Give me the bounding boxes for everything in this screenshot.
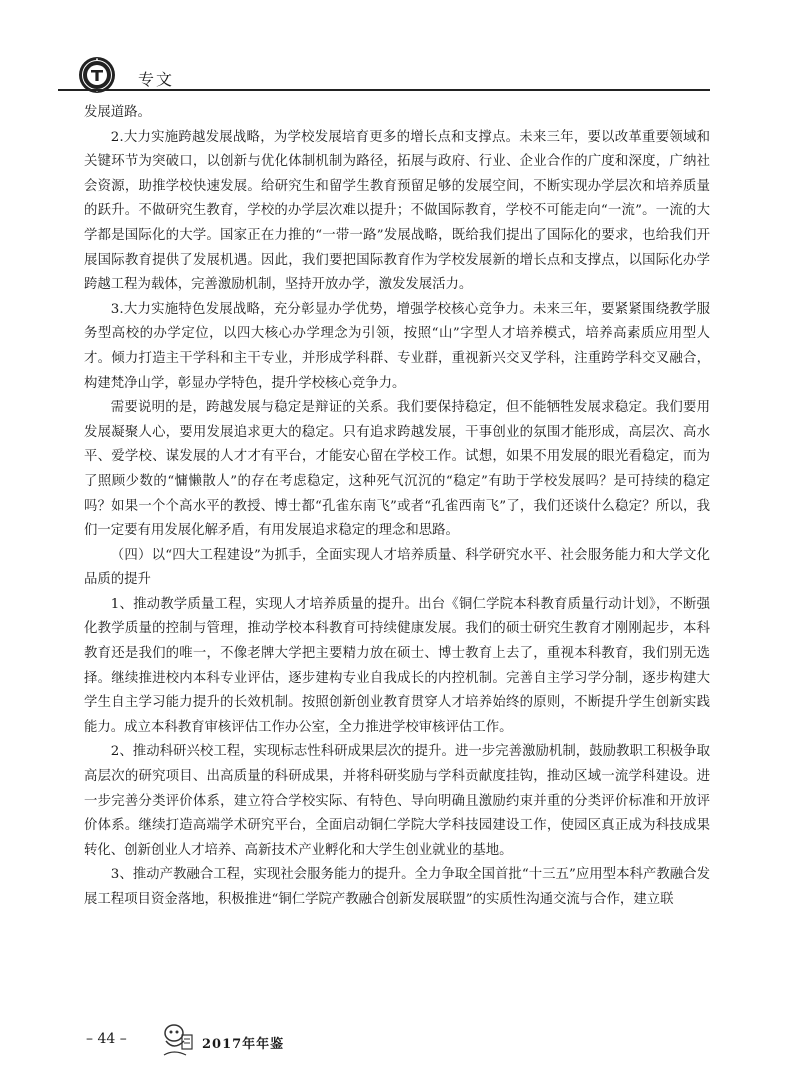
yearbook-title: 2017年年鉴 (202, 1037, 285, 1052)
paragraph: 2、推动科研兴校工程，实现标志性科研成果层次的提升。进一步完善激励机制，鼓励教职工积极争取高层次的研究项目、出高质量的科研成果，并将科研奖励与学科贡献度挂钩，推动区域一流学科建设。进一步完善分类评价体系，建立符合学校实际、有特色、导向明确且激励约束并重的分类评价标准和开放评价体系。继续打造高端学术研究平台，全面启动铜仁学院大学科技园建设工作，使园区真正成为科技成果转化、创新创业人才培养、高新技术产业孵化和大学生创业就业的基地。 (84, 744, 710, 858)
page-footer (86, 1021, 386, 1061)
paragraph: 1、推动教学质量工程，实现人才培养质量的提升。出台《铜仁学院本科教育质量行动计划》，不断强化教学质量的控制与管理，推动学校本科教育可持续健康发展。我们的硕士研究生教育才刚刚起步，本科教育还是我们的唯一，不像老牌大学把主要精力放在硕士、博士教育上去了，重视本科教育，我们别无选择。继续推进校内本科专业评估，逐步建构专业自我成长的内控机制。完善自主学习学分制，逐步构建大学生自主学习能力提升的长效机制。按照创新创业教育贯穿人才培养始终的原则，不断提升学生创新实践能力。成立本科教育审核评估工作办公室，全力推进学校审核评估工作。 (84, 596, 710, 735)
article-body (84, 101, 710, 913)
paragraph: 3、推动产教融合工程，实现社会服务能力的提升。全力争取全国首批“十三五”应用型本科产教融合发展工程项目资金落地，积极推进“铜仁学院产教融合创新发展联盟”的实质性沟通交流与合作，建立联 (84, 867, 710, 907)
paragraph: 需要说明的是，跨越发展与稳定是辩证的关系。我们要保持稳定，但不能牺牲发展求稳定。我们要用发展凝聚人心，要用发展追求更大的稳定。只有追求跨越发展，干事创业的氛围才能形成，高层次、高水平、爱学校、谋发展的人才才有平台，才能安心留在学校工作。试想，如果不用发展的眼光看稳定，而为了照顾少数的“慵懒散人”的存在考虑稳定，这种死气沉沉的“稳定”有助于学校发展吗？是可持续的稳定吗？如果一个个高水平的教授、博士都“孔雀东南飞”或者“孔雀西南飞”了，我们还谈什么稳定？所以，我们一定要有用发展化解矛盾，有用发展追求稳定的理念和思路。 (84, 400, 710, 539)
section-heading: （四）以“四大工程建设”为抓手，全面实现人才培养质量、科学研究水平、社会服务能力和大学文化品质的提升 (84, 547, 710, 588)
mascot-icon (158, 1021, 198, 1057)
paragraph: 发展道路。 (84, 105, 151, 120)
section-label: 专文 (138, 70, 175, 89)
page-header (58, 56, 710, 94)
paragraph: 3.大力实施特色发展战略，充分彰显办学优势，增强学校核心竞争力。未来三年，要紧紧围绕教学服务型高校的办学定位，以四大核心办学理念为引领，按照“山”字型人才培养模式，培养高素质应用型人才。倾力打造主干学科和主干专业，并形成学科群、专业群，重视新兴交叉学科，注重跨学科交叉融合，构建梵净山学，彰显办学特色，提升学校核心竞争力。 (84, 301, 710, 391)
page-number: – 44 – (86, 1031, 127, 1047)
header-rule (58, 89, 710, 91)
paragraph: 2.大力实施跨越发展战略，为学校发展培育更多的增长点和支撑点。未来三年，要以改革重要领域和关键环节为突破口，以创新与优化体制机制为路径，拓展与政府、行业、企业合作的广度和深度，广纳社会资源，助推学校快速发展。给研究生和留学生教育预留足够的发展空间，不断实现办学层次和培养质量的跃升。不做研究生教育，学校的办学层次难以提升；不做国际教育，学校不可能走向“一流”。一流的大学都是国际化的大学。国家正在力推的“一带一路”发展战略，既给我们提出了国际化的要求，也给我们开展国际教育提供了发展机遇。因此，我们要把国际教育作为学校发展新的增长点和支撑点，以国际化办学跨越工程为载体，完善激励机制，坚持开放办学，激发发展活力。 (84, 129, 710, 293)
